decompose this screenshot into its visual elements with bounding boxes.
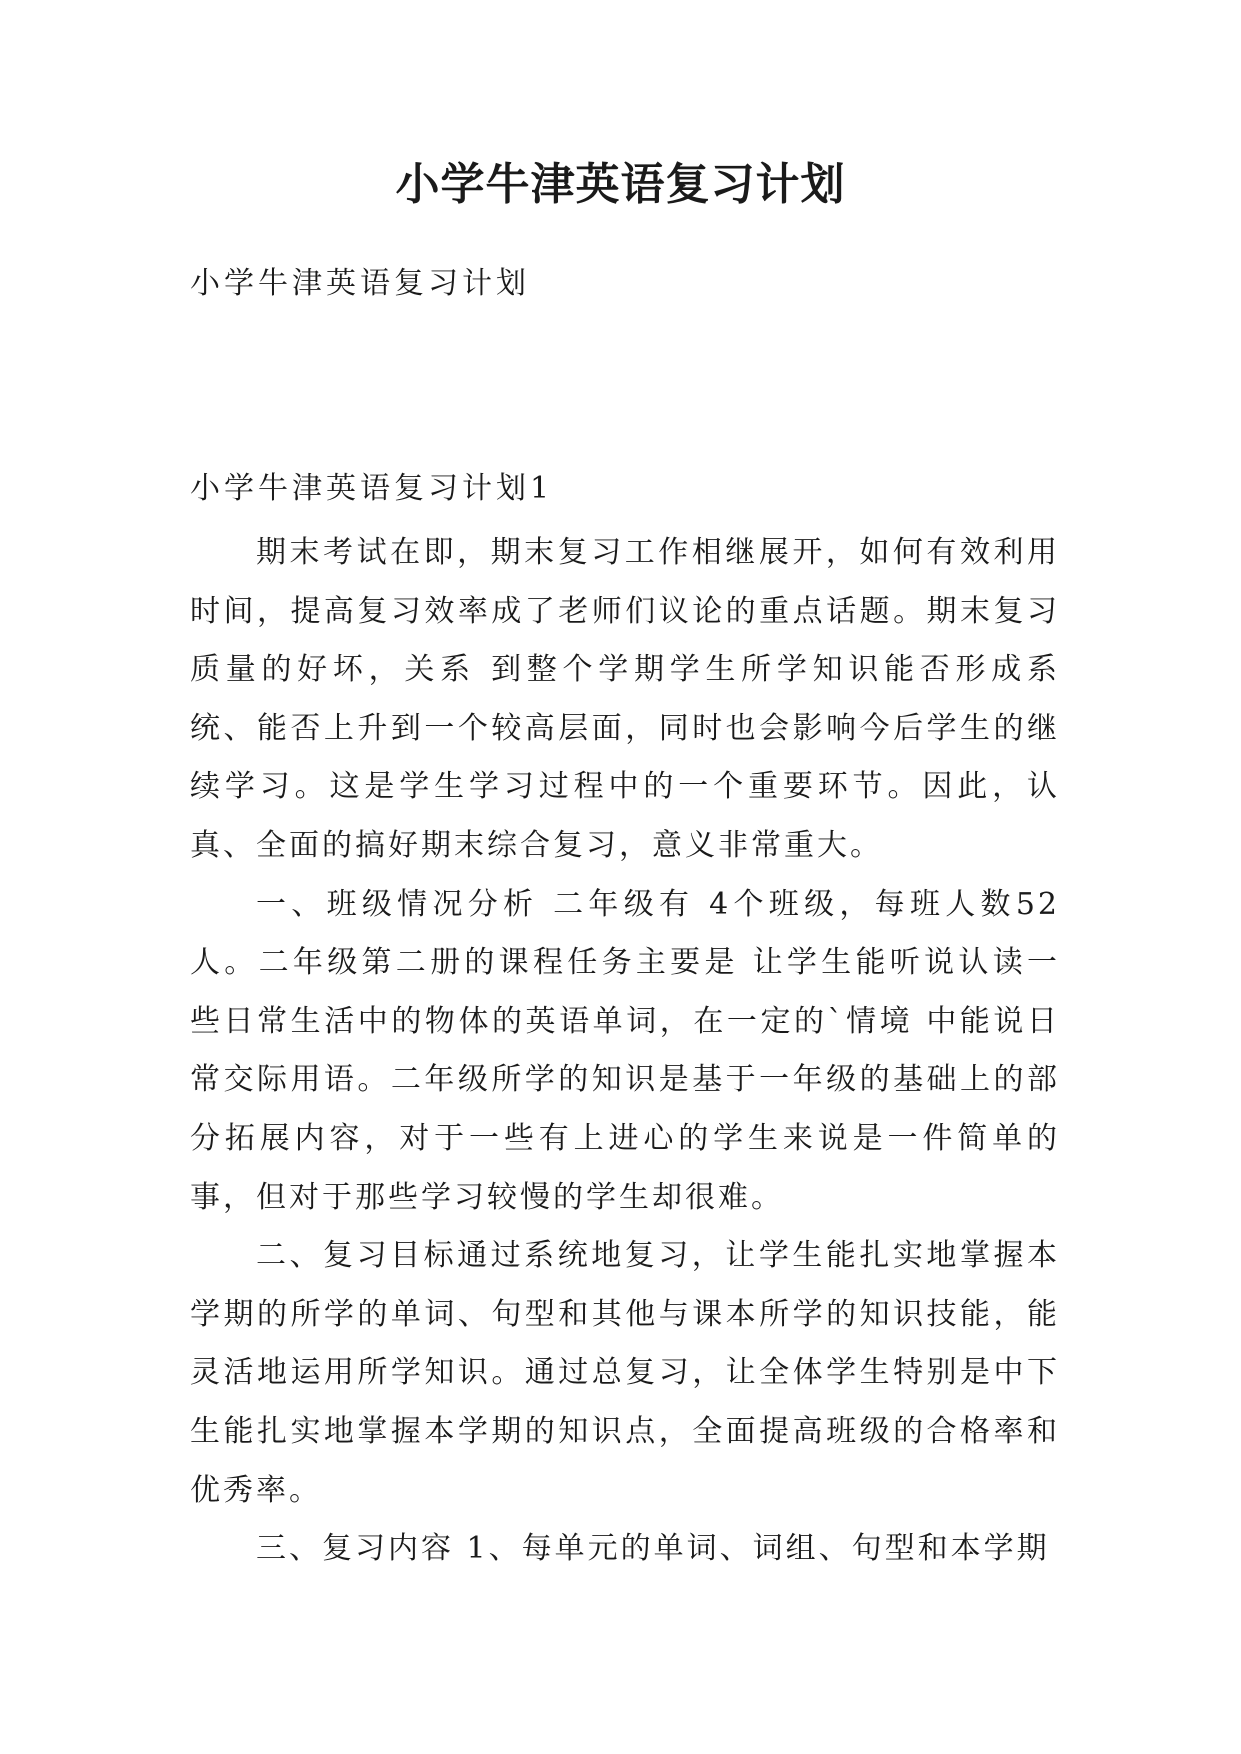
paragraph-review-goals: 二、复习目标通过系统地复习，让学生能扎实地掌握本学期的所学的单词、句型和其他与课本所学的知识技能，能灵活地运用所学知识。通过总复习，让全体学生特别是中下生能扎实地掌握本学期的知识点，全面提高班级的合格率和优秀率。 — [190, 1238, 1060, 1508]
paragraph-class-analysis: 一、班级情况分析 二年级有 4个班级，每班人数52人。二年级第二册的课程任务主要是 让学生能听说认读一些日常生活中的物体的英语单词，在一定的`情境 中能说日常交际用语。二年级所学的知识是基于一年级的基础上的部分拓展内容，对于一些有上进心的学生来说是一件简单的事，但对于那些学习较慢的学生却很难。 — [190, 886, 1060, 1215]
document-body — [190, 524, 1060, 1579]
paragraph-review-content: 三、复习内容 1、每单元的单词、词组、句型和本学期 — [256, 1531, 1050, 1567]
paragraph-intro: 期末考试在即，期末复习工作相继展开，如何有效利用时间，提高复习效率成了老师们议论的重点话题。期末复习质量的好坏，关系 到整个学期学生所学知识能否形成系统、能否上升到一个较高层面，同时也会影响今后学生的继续学习。这是学生学习过程中的一个重要环节。因此，认真、全面的搞好期末综合复习，意义非常重大。 — [190, 535, 1060, 863]
section-heading: 小学牛津英语复习计划1 — [190, 471, 554, 506]
document-subtitle: 小学牛津英语复习计划 — [190, 266, 530, 301]
document-title: 小学牛津英语复习计划 — [395, 159, 846, 210]
